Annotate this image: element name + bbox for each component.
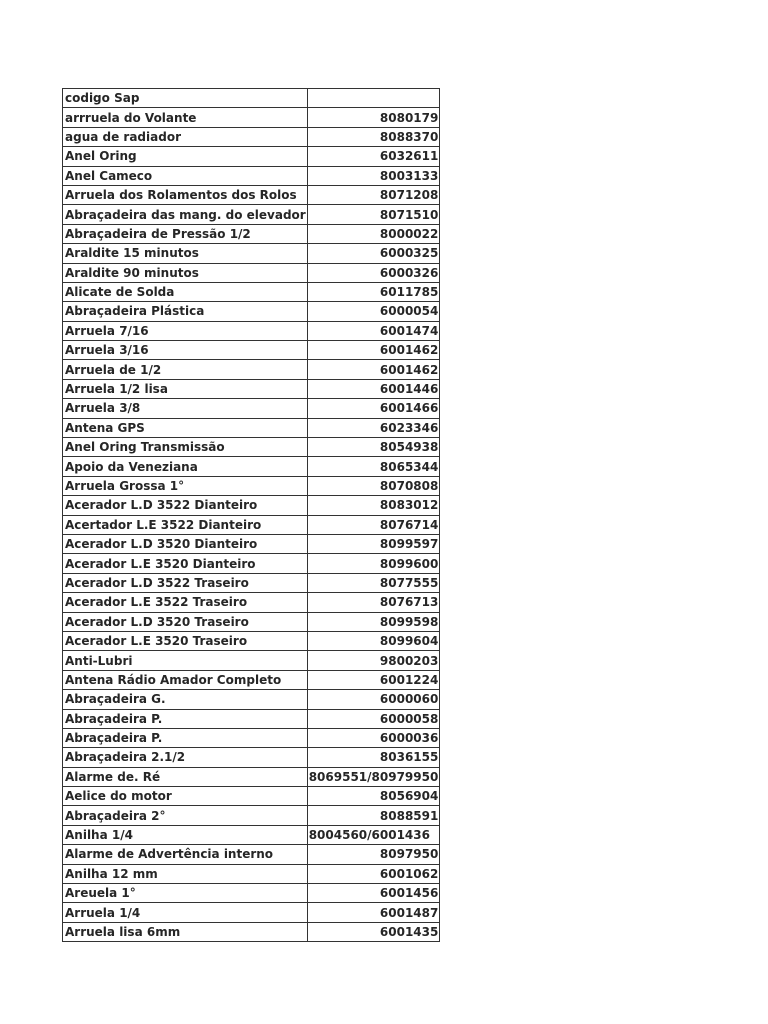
item-description-cell[interactable]: Aelice do motor xyxy=(63,787,308,806)
sap-code-cell[interactable]: 6001462 xyxy=(307,360,440,379)
table-row xyxy=(63,767,440,786)
sap-code-cell[interactable]: 8069551/80979950 xyxy=(307,767,440,786)
table-row xyxy=(63,224,440,243)
table-row xyxy=(63,263,440,282)
item-description-cell[interactable]: Anilha 12 mm xyxy=(63,864,308,883)
table-row xyxy=(63,127,440,146)
item-description-cell[interactable]: Abraçadeira G. xyxy=(63,690,308,709)
item-description-cell[interactable]: Abraçadeira P. xyxy=(63,709,308,728)
item-description-cell[interactable]: Araldite 15 minutos xyxy=(63,244,308,263)
item-description-cell[interactable]: Arruela 1/2 lisa xyxy=(63,379,308,398)
sap-code-cell[interactable]: 8088370 xyxy=(307,127,440,146)
sap-code-cell[interactable]: 6032611 xyxy=(307,147,440,166)
table-row xyxy=(63,534,440,553)
sap-code-cell[interactable]: 6000054 xyxy=(307,302,440,321)
sap-code-cell[interactable]: 6001446 xyxy=(307,379,440,398)
item-description-cell[interactable]: Anilha 1/4 xyxy=(63,825,308,844)
header-cell-label[interactable]: codigo Sap xyxy=(63,89,308,108)
item-description-cell[interactable]: Antena GPS xyxy=(63,418,308,437)
sap-code-cell[interactable]: 6000325 xyxy=(307,244,440,263)
sap-code-cell[interactable]: 6011785 xyxy=(307,282,440,301)
table-row xyxy=(63,806,440,825)
item-description-cell[interactable]: Alicate de Solda xyxy=(63,282,308,301)
table-row xyxy=(63,864,440,883)
table-row xyxy=(63,903,440,922)
table-row xyxy=(63,573,440,592)
sap-code-cell[interactable]: 8071208 xyxy=(307,185,440,204)
item-description-cell[interactable]: Abraçadeira de Pressão 1/2 xyxy=(63,224,308,243)
sap-code-cell[interactable]: 6000326 xyxy=(307,263,440,282)
sap-code-cell[interactable]: 9800203 xyxy=(307,651,440,670)
sap-code-cell[interactable]: 8099604 xyxy=(307,631,440,650)
item-description-cell[interactable]: Arruela Grossa 1° xyxy=(63,476,308,495)
table-row xyxy=(63,593,440,612)
item-description-cell[interactable]: Acerador L.D 3520 Traseiro xyxy=(63,612,308,631)
table-row xyxy=(63,379,440,398)
item-description-cell[interactable]: Alarme de. Ré xyxy=(63,767,308,786)
sap-code-cell[interactable]: 8088591 xyxy=(307,806,440,825)
item-description-cell[interactable]: Abraçadeira P. xyxy=(63,728,308,747)
sap-code-cell[interactable]: 8077555 xyxy=(307,573,440,592)
table-row xyxy=(63,787,440,806)
header-cell-value[interactable] xyxy=(307,89,440,108)
item-description-cell[interactable]: Arruela dos Rolamentos dos Rolos xyxy=(63,185,308,204)
sap-code-cell[interactable]: 8080179 xyxy=(307,108,440,127)
sap-code-cell[interactable]: 8070808 xyxy=(307,476,440,495)
sap-code-cell[interactable]: 6000060 xyxy=(307,690,440,709)
sap-code-cell[interactable]: 8000022 xyxy=(307,224,440,243)
sap-code-cell[interactable]: 8099600 xyxy=(307,554,440,573)
table-row xyxy=(63,438,440,457)
item-description-cell[interactable]: Acerador L.D 3522 Traseiro xyxy=(63,573,308,592)
table-row xyxy=(63,825,440,844)
table-row xyxy=(63,884,440,903)
item-description-cell[interactable]: Acertador L.E 3522 Dianteiro xyxy=(63,515,308,534)
table-body xyxy=(63,89,440,942)
table-row xyxy=(63,108,440,127)
table-row xyxy=(63,748,440,767)
table-row xyxy=(63,690,440,709)
table-row xyxy=(63,612,440,631)
item-description-cell[interactable]: Arruela lisa 6mm xyxy=(63,922,308,941)
table-row xyxy=(63,147,440,166)
sap-code-cell[interactable]: 6001224 xyxy=(307,670,440,689)
sap-code-cell[interactable]: 6001062 xyxy=(307,864,440,883)
table-row xyxy=(63,496,440,515)
table-row xyxy=(63,476,440,495)
table-row xyxy=(63,728,440,747)
table-row xyxy=(63,515,440,534)
sap-code-cell[interactable]: 6000036 xyxy=(307,728,440,747)
item-description-cell[interactable]: Abraçadeira das mang. do elevador xyxy=(63,205,308,224)
table-header-row xyxy=(63,89,440,108)
table-row xyxy=(63,282,440,301)
table-row xyxy=(63,321,440,340)
table-row xyxy=(63,554,440,573)
table-row xyxy=(63,845,440,864)
sap-code-cell[interactable]: 8097950 xyxy=(307,845,440,864)
item-description-cell[interactable]: Araldite 90 minutos xyxy=(63,263,308,282)
item-description-cell[interactable]: arrruela do Volante xyxy=(63,108,308,127)
sap-code-cell[interactable]: 8071510 xyxy=(307,205,440,224)
table-row xyxy=(63,418,440,437)
table-row xyxy=(63,651,440,670)
table-row xyxy=(63,166,440,185)
sap-code-cell[interactable]: 6001456 xyxy=(307,884,440,903)
item-description-cell[interactable]: Acerador L.E 3522 Traseiro xyxy=(63,593,308,612)
sap-code-cell[interactable]: 6001487 xyxy=(307,903,440,922)
item-description-cell[interactable]: Acerador L.E 3520 Dianteiro xyxy=(63,554,308,573)
item-description-cell[interactable]: agua de radiador xyxy=(63,127,308,146)
item-description-cell[interactable]: Arruela 1/4 xyxy=(63,903,308,922)
table-row xyxy=(63,244,440,263)
item-description-cell[interactable]: Anti-Lubri xyxy=(63,651,308,670)
table-row xyxy=(63,709,440,728)
item-description-cell[interactable]: Arruela 7/16 xyxy=(63,321,308,340)
sap-code-cell[interactable]: 8076713 xyxy=(307,593,440,612)
item-description-cell[interactable]: Acerador L.D 3522 Dianteiro xyxy=(63,496,308,515)
item-description-cell[interactable]: Arruela 3/16 xyxy=(63,341,308,360)
sap-code-cell[interactable]: 8083012 xyxy=(307,496,440,515)
item-description-cell[interactable]: Areuela 1° xyxy=(63,884,308,903)
item-description-cell[interactable]: Antena Rádio Amador Completo xyxy=(63,670,308,689)
item-description-cell[interactable]: Arruela 3/8 xyxy=(63,399,308,418)
item-description-cell[interactable]: Apoio da Veneziana xyxy=(63,457,308,476)
sap-code-cell[interactable]: 6001474 xyxy=(307,321,440,340)
table-row xyxy=(63,360,440,379)
parts-code-table xyxy=(62,88,440,942)
sap-code-cell[interactable]: 8065344 xyxy=(307,457,440,476)
sap-code-cell[interactable]: 8054938 xyxy=(307,438,440,457)
table-row xyxy=(63,399,440,418)
table-row xyxy=(63,457,440,476)
item-description-cell[interactable]: Acerador L.E 3520 Traseiro xyxy=(63,631,308,650)
sap-code-cell[interactable]: 8036155 xyxy=(307,748,440,767)
item-description-cell[interactable]: Anel Cameco xyxy=(63,166,308,185)
item-description-cell[interactable]: Anel Oring Transmissão xyxy=(63,438,308,457)
sap-code-cell[interactable]: 8056904 xyxy=(307,787,440,806)
item-description-cell[interactable]: Abraçadeira 2° xyxy=(63,806,308,825)
sap-code-cell[interactable]: 8099597 xyxy=(307,534,440,553)
table-row xyxy=(63,922,440,941)
sap-code-cell[interactable]: 6000058 xyxy=(307,709,440,728)
table-row xyxy=(63,341,440,360)
sap-code-cell[interactable]: 6001466 xyxy=(307,399,440,418)
item-description-cell[interactable]: Abraçadeira 2.1/2 xyxy=(63,748,308,767)
spreadsheet-sheet xyxy=(62,88,440,942)
table-row xyxy=(63,302,440,321)
sap-code-cell[interactable]: 6001435 xyxy=(307,922,440,941)
sap-code-cell[interactable]: 8004560/6001436 xyxy=(307,825,440,844)
sap-code-cell[interactable]: 6023346 xyxy=(307,418,440,437)
sap-code-cell[interactable]: 8099598 xyxy=(307,612,440,631)
item-description-cell[interactable]: Abraçadeira Plástica xyxy=(63,302,308,321)
table-row xyxy=(63,185,440,204)
item-description-cell[interactable]: Anel Oring xyxy=(63,147,308,166)
table-row xyxy=(63,205,440,224)
item-description-cell[interactable]: Arruela de 1/2 xyxy=(63,360,308,379)
sap-code-cell[interactable]: 8003133 xyxy=(307,166,440,185)
sap-code-cell[interactable]: 6001462 xyxy=(307,341,440,360)
sap-code-cell[interactable]: 8076714 xyxy=(307,515,440,534)
table-row xyxy=(63,631,440,650)
item-description-cell[interactable]: Acerador L.D 3520 Dianteiro xyxy=(63,534,308,553)
item-description-cell[interactable]: Alarme de Advertência interno xyxy=(63,845,308,864)
table-row xyxy=(63,670,440,689)
